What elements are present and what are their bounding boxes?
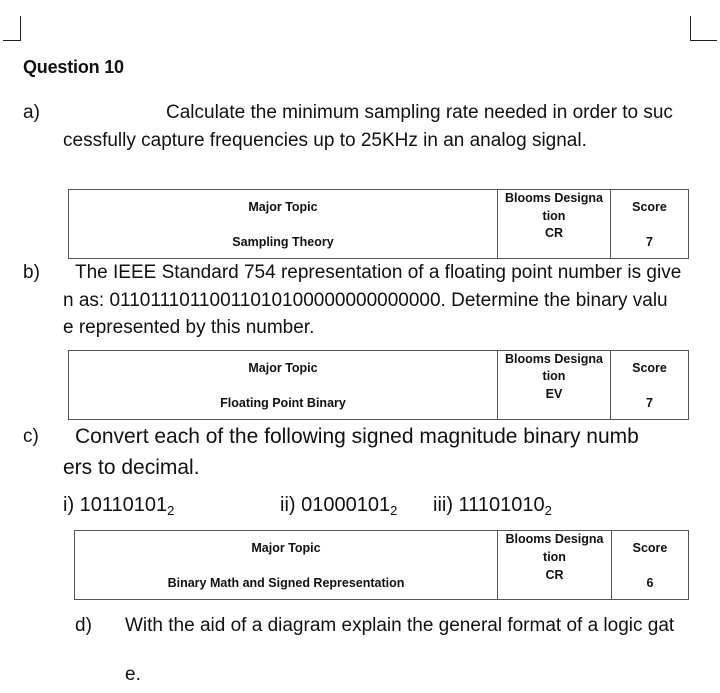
blooms-header-line1: Blooms Designa: [505, 352, 603, 366]
part-c-score-cell: [612, 531, 689, 600]
score-value: 6: [646, 576, 654, 590]
part-c-meta-table: [74, 530, 689, 600]
topic-value: Sampling Theory: [232, 235, 334, 249]
blooms-header-line2: tion: [542, 209, 566, 223]
crop-mark-top-right: [690, 16, 717, 41]
part-c-blooms-cell: [498, 531, 612, 600]
part-a-blooms-cell: [498, 190, 611, 259]
topic-value: Binary Math and Signed Representation: [167, 576, 405, 590]
part-b-score-cell: [611, 351, 689, 420]
part-a-text-line2: cessfully capture frequencies up to 25KHz in an analog signal.: [63, 130, 587, 151]
part-b-text-line2: n as: 01101110110011010100000000000000. Determine the binary valu: [63, 290, 668, 311]
score-header: Score: [632, 541, 668, 555]
blooms-header-line1: Blooms Designa: [505, 532, 604, 546]
part-c-topic-cell: [75, 531, 498, 600]
part-b-topic-cell: [69, 351, 498, 420]
part-d-marker: d): [75, 615, 92, 636]
blooms-header-line1: Blooms Designa: [505, 191, 603, 205]
topic-header: Major Topic: [251, 541, 321, 555]
subquestion-iii: iii) $11101010_2$: [433, 494, 552, 518]
part-a-text-line1: Calculate the minimum sampling rate needed in order to suc: [166, 102, 673, 123]
blooms-value: EV: [545, 387, 563, 401]
topic-header: Major Topic: [248, 200, 318, 214]
subquestion-ii: ii) $01000101_2$: [280, 494, 398, 518]
crop-mark-top-left: [3, 16, 21, 41]
score-value: 7: [646, 396, 653, 410]
subquestion-i: i) $10110101_2$: [63, 494, 175, 518]
blooms-header-line2: tion: [542, 369, 566, 383]
part-d-text-line1: With the aid of a diagram explain the general format of a logic gat: [125, 615, 675, 636]
blooms-header-line2: tion: [543, 550, 566, 564]
part-b-text-line3: e represented by this number.: [63, 317, 315, 338]
part-b-text-line1: The IEEE Standard 754 representation of a floating point number is give: [75, 262, 682, 283]
part-a-meta-table: [68, 189, 689, 259]
part-b-blooms-cell: [498, 351, 611, 420]
score-header: Score: [632, 361, 667, 375]
score-header: Score: [632, 200, 667, 214]
part-d-text-line2: e.: [125, 664, 141, 685]
blooms-value: CR: [545, 568, 564, 582]
question-title: Question 10: [23, 57, 124, 77]
part-a-marker: a): [23, 102, 40, 123]
topic-value: Floating Point Binary: [220, 396, 346, 410]
part-b-meta-table: [68, 350, 689, 420]
score-value: 7: [646, 235, 653, 249]
part-b-marker: b): [23, 262, 40, 283]
part-c-text-line1: Convert each of the following signed magnitude binary numb: [75, 425, 639, 448]
part-c-text-line2: ers to decimal.: [63, 456, 200, 479]
part-c-marker: c): [23, 426, 39, 447]
part-a-topic-cell: [69, 190, 498, 259]
blooms-value: CR: [544, 226, 564, 240]
topic-header: Major Topic: [248, 361, 318, 375]
part-a-score-cell: [611, 190, 689, 259]
